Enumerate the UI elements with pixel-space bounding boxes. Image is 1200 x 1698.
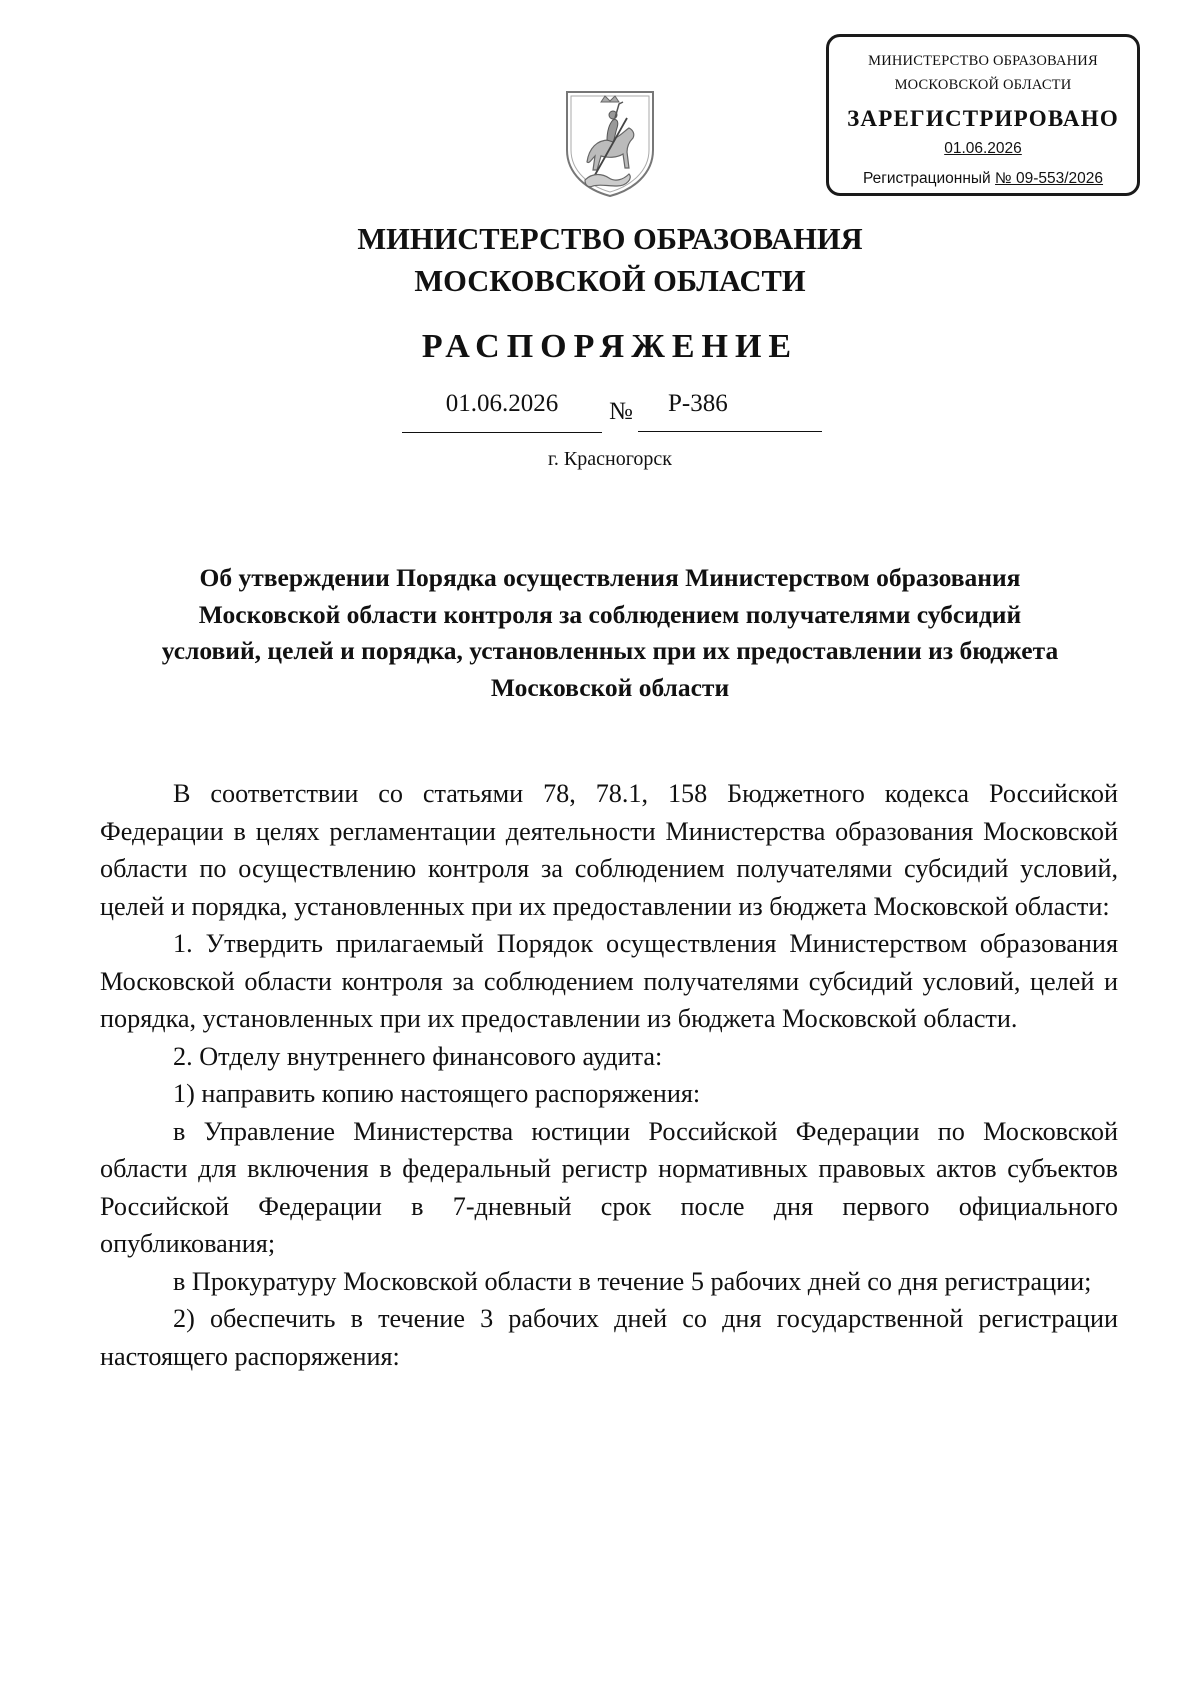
- body-paragraph-item-1: 1. Утвердить прилагаемый Порядок осуществления Министерством образования Московской области контроля за соблюдением получателями субсидий условий, целей и порядка, установленных при их предоставлении из бюджета Московской области.: [100, 929, 1118, 1033]
- stamp-date-row: [829, 139, 1137, 159]
- moscow-region-coat-of-arms-icon: [563, 88, 657, 198]
- ministry-name-line2: МОСКОВСКОЙ ОБЛАСТИ: [414, 264, 806, 298]
- number-sign: №: [609, 398, 633, 425]
- stamp-reg-number: № 09-553/2026: [995, 170, 1104, 187]
- stamp-reg-label: Регистрационный: [862, 170, 991, 187]
- ministry-name-line1: МИНИСТЕРСТВО ОБРАЗОВАНИЯ: [357, 222, 863, 256]
- title-line1: Об утверждении Порядка осуществления Министерством образования: [199, 563, 1021, 592]
- document-date-number: [402, 390, 822, 434]
- stamp-org-line2: МОСКОВСКОЙ ОБЛАСТИ: [894, 77, 1072, 93]
- document-body: [100, 775, 1118, 1375]
- body-paragraph-subitem-2: 2) обеспечить в течение 3 рабочих дней со дня государственной регистрации настоящего распоряжения:: [100, 1304, 1118, 1371]
- document-title: [100, 560, 1120, 706]
- title-line3: условий, целей и порядка, установленных при их предоставлении из бюджета: [161, 636, 1059, 665]
- document-city: г. Красногорск: [547, 448, 673, 470]
- body-paragraph-item-2: 2. Отделу внутреннего финансового аудита:: [173, 1041, 663, 1071]
- document-date: 01.06.2026: [402, 390, 602, 433]
- document-type: РАСПОРЯЖЕНИЕ: [421, 328, 799, 365]
- title-line4: Московской области: [490, 672, 730, 702]
- stamp-org-line1: МИНИСТЕРСТВО ОБРАЗОВАНИЯ: [868, 53, 1098, 69]
- stamp-title: ЗАРЕГИСТРИРОВАНО: [847, 106, 1119, 131]
- document-number: Р-386: [638, 390, 822, 432]
- ministry-name: [0, 218, 1200, 302]
- body-paragraph-subitem-1: 1) направить копию настоящего распоряжения:: [173, 1079, 701, 1108]
- registration-stamp: [826, 34, 1140, 196]
- body-paragraph-prosecutor: в Прокуратуру Московской области в течение 5 рабочих дней со дня регистрации;: [173, 1266, 1092, 1296]
- body-paragraph-preamble: В соответствии со статьями 78, 78.1, 158 Бюджетного кодекса Российской Федерации в целях регламентации деятельности Министерства образования Московской области по осуществлению контроля за соблюдением получателями субсидий условий, целей и порядка, установленных при их предоставлении из бюджета Московской области:: [100, 779, 1118, 921]
- title-line2: Московской области контроля за соблюдением получателями субсидий: [198, 599, 1022, 629]
- stamp-organization: [829, 49, 1137, 97]
- body-paragraph-justice-ministry: в Управление Министерства юстиции Российской Федерации по Московской области для включения в федеральный регистр нормативных правовых актов субъектов Российской Федерации в 7-дневный срок после дня первого официального опубликования;: [100, 1116, 1118, 1258]
- stamp-registration-row: [829, 169, 1137, 189]
- stamp-date: 01.06.2026: [944, 140, 1022, 157]
